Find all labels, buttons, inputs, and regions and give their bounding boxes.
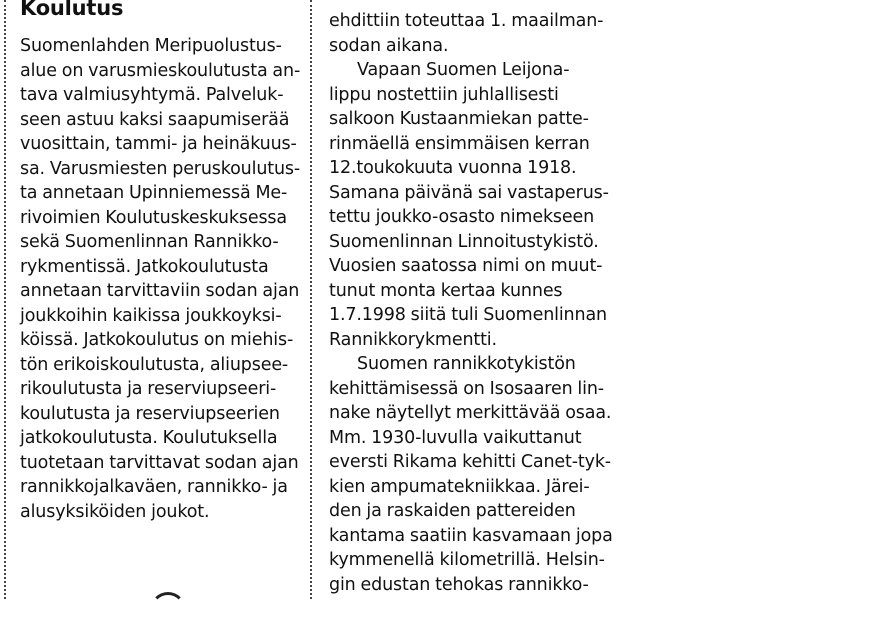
text-line: den ja raskaiden pattereiden xyxy=(329,501,576,521)
text-line: vuosittain, tammi- ja heinäkuus- xyxy=(20,134,297,154)
text-line: tunut monta kertaa kunnes xyxy=(329,280,563,301)
text-line: ta annetaan Upinniemessä Me- xyxy=(20,183,288,203)
text-line: annetaan tarvittaviin sodan ajan xyxy=(20,281,300,301)
text-line: koulutusta ja reserviupseerien xyxy=(20,403,280,424)
section-heading: Koulutus xyxy=(20,0,124,20)
text-line: 12.toukokuuta vuonna 1918. xyxy=(329,158,577,178)
text-line: rikoulutusta ja reserviupseeri- xyxy=(20,379,277,399)
text-line: kien ampumatekniikkaa. Järei- xyxy=(329,476,590,497)
text-line: tön erikoiskoulutusta, aliupsee- xyxy=(20,354,289,375)
text-line: Vapaan Suomen Leijona- xyxy=(357,60,570,80)
text-line: Mm. 1930-luvulla vaikuttanut xyxy=(329,427,582,448)
text-line: tava valmiusyhtymä. Palveluk- xyxy=(20,85,284,105)
text-line: rykmentissä. Jatkokoulutusta xyxy=(20,256,269,277)
text-line: rinmäellä ensimmäisen kerran xyxy=(329,133,590,154)
text-line: lippu nostettiin juhlallisesti xyxy=(329,84,559,105)
text-line: alusyksiköiden joukot. xyxy=(20,501,210,522)
left-column-body xyxy=(20,34,300,524)
text-line: Suomenlinnan Linnoitustykistö. xyxy=(329,231,599,252)
text-line: 1.7.1998 siitä tuli Suomenlinnan xyxy=(329,305,607,325)
text-line: sekä Suomenlinnan Rannikko- xyxy=(20,232,279,252)
text-line: eversti Rikama kehitti Canet-tyk- xyxy=(329,452,611,472)
text-line: seen astuu kaksi saapumiserää xyxy=(20,109,290,130)
text-line: Rannikkorykmentti. xyxy=(329,329,497,350)
text-line: gin edustan tehokas rannikko- xyxy=(329,574,589,595)
column-dotted-rule xyxy=(310,0,312,599)
text-line: sodan aikana. xyxy=(329,35,449,56)
text-line: jatkokoulutusta. Koulutuksella xyxy=(20,428,278,448)
text-line: Suomenlahden Meripuolustus- xyxy=(20,36,282,56)
right-text-column xyxy=(329,9,619,597)
text-line: sa. Varusmiesten peruskoulutus- xyxy=(20,158,301,179)
text-line: kehittämisessä on Isosaaren lin- xyxy=(329,378,604,399)
text-line: ehdittiin toteuttaa 1. maailman- xyxy=(329,11,604,31)
text-line: köissä. Jatkokoulutus on miehis- xyxy=(20,330,294,350)
partial-graphic-arc xyxy=(150,592,186,628)
text-line: joukkoihin kaikissa joukkoyksi- xyxy=(20,305,282,326)
text-line: Samana päivänä sai vastaperus- xyxy=(329,182,609,203)
text-line: Vuosien saatossa nimi on muut- xyxy=(329,256,603,276)
text-line: rivoimien Koulutuskeskuksessa xyxy=(20,207,287,228)
text-line: kantama saatiin kasvamaan jopa xyxy=(329,525,613,546)
left-dotted-rule xyxy=(4,0,6,599)
text-line: tuotetaan tarvittavat sodan ajan xyxy=(20,452,299,473)
text-line: kymmenellä kilometrillä. Helsin- xyxy=(329,550,605,570)
text-line: rannikkojalkaväen, rannikko- ja xyxy=(20,477,288,497)
text-line: Suomen rannikkotykistön xyxy=(357,354,576,374)
text-line: alue on varusmieskoulutusta an- xyxy=(20,60,301,81)
text-line: nake näytellyt merkittävää osaa. xyxy=(329,403,612,423)
text-line: salkoon Kustaanmiekan patte- xyxy=(329,109,589,129)
text-line: tettu joukko-osasto nimekseen xyxy=(329,207,595,227)
